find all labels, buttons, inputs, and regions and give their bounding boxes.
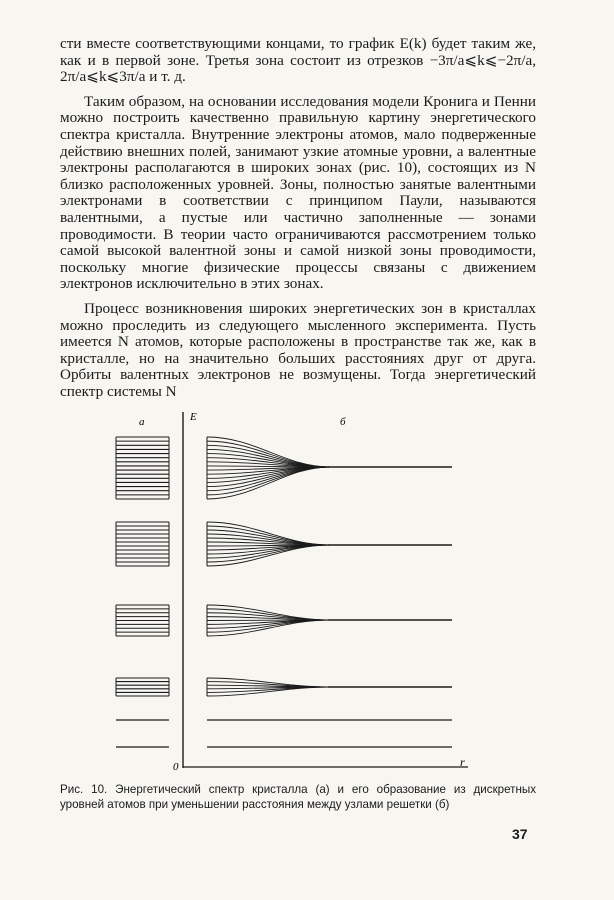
fan-band-1 <box>207 678 452 696</box>
fan-level-curve <box>207 605 330 620</box>
energy-axis-label: E <box>190 411 197 423</box>
crystal-band-3 <box>116 522 169 566</box>
fan-level-curve <box>207 445 330 467</box>
fan-level-curve <box>207 467 330 482</box>
panel-a-crystal-spectrum <box>116 437 169 747</box>
origin-label: 0 <box>173 761 179 773</box>
fan-level-curve <box>207 545 330 566</box>
crystal-band-4 <box>116 437 169 499</box>
fan-band-4 <box>207 437 452 499</box>
fan-band-3 <box>207 522 452 566</box>
paragraph-thought-experiment: Процесс возникновения широких энергетических зон в кристаллах можно проследить из следующего мысленного эксперимента. Пусть имеется N атомов, которые расположены в пространстве так же, как в кристалле, но на значительно больших расстояниях друг от друга. Орбиты валентных электронов не возмущены. Тогда энергетический спектр системы N <box>60 299 536 400</box>
fan-level-curve <box>207 530 330 545</box>
paragraph-continuation: сти вместе соответствующими концами, то график E(k) будет таким же, как и в первой зоне. Третья зона состоит из отрезков −3π/a⩽k⩽−2π/a, 2π/a⩽k⩽3π/a и т. д. <box>60 35 536 86</box>
panel-a-label: а <box>139 416 145 428</box>
fan-level-curve <box>207 617 330 620</box>
panel-b-band-formation <box>207 437 452 747</box>
page-number: 37 <box>512 826 528 842</box>
figure-caption: Рис. 10. Энергетический спектр кристалла (а) и его образование из дискретных уровней атомов при уменьшении расстояния между узлами решетки (б) <box>60 783 536 811</box>
crystal-band-1 <box>116 678 169 696</box>
panel-b-label: б <box>340 416 346 428</box>
fan-level-curve <box>207 467 330 499</box>
crystal-band-2 <box>116 605 169 636</box>
fan-band-2 <box>207 605 452 636</box>
paragraph-kronig-penney: Таким образом, на основании исследования модели Кронига и Пенни можно построить качественно правильную картину энергетического спектра кристалла. Внутренние электроны атомов, мало подверженные действию внешних полей, занимают узкие атомные уровни, а валентные электроны располагаются в широких зонах (рис. 10), состоящих из N близко расположенных уровней. Зоны, полностью занятые валентными электронами в соответствии с принципом Паули, называются валентными, а пустые или частично заполненные — зонами проводимости. В теории часто ограничиваются рассмотрением только самой высокой валентной зоны и самой низкой зоны проводимости, поскольку многие физические процессы связаны с движением электронов исключительно в этих зонах. <box>60 92 536 293</box>
fan-level-curve <box>207 467 330 495</box>
distance-axis-label: r <box>460 755 465 769</box>
